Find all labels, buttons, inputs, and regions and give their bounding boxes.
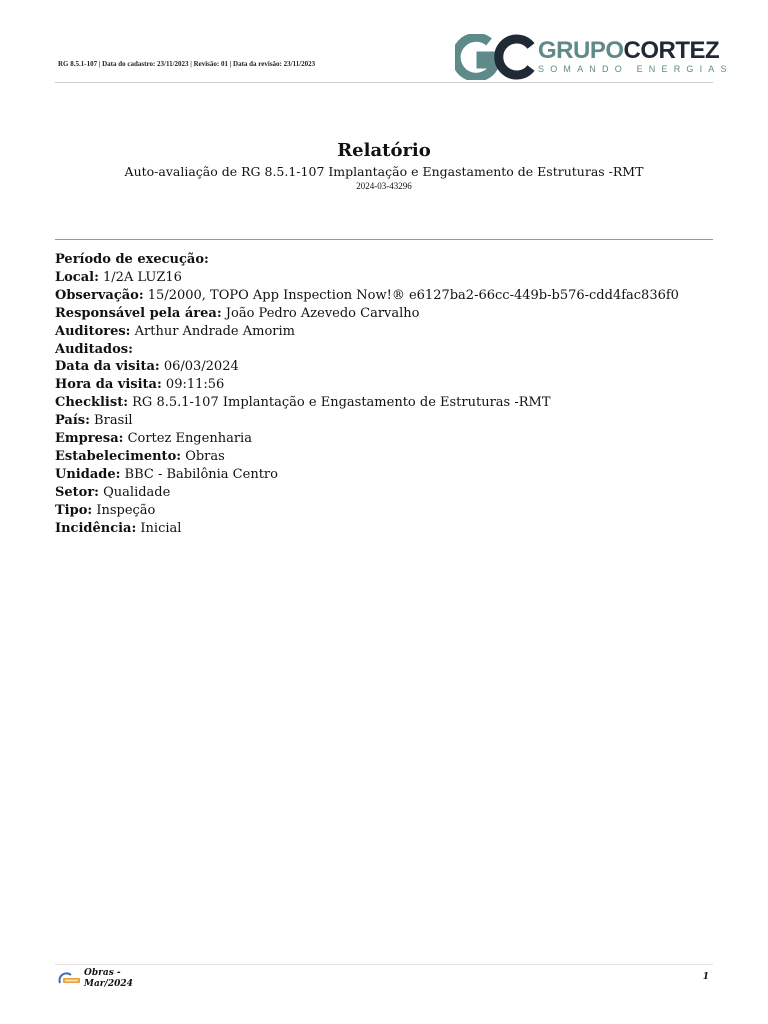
field-local: Local: 1/2A LUZ16 (55, 269, 182, 285)
field-periodo: Período de execução: (55, 252, 209, 267)
footer-label: Obras - Mar/2024 (84, 968, 133, 989)
field-auditores: Auditores: Arthur Andrade Amorim (55, 323, 295, 339)
field-empresa: Empresa: Cortez Engenharia (55, 431, 252, 447)
field-data-visita: Data da visita: 06/03/2024 (55, 359, 239, 375)
field-estabelecimento: Estabelecimento: Obras (55, 448, 225, 464)
report-subtitle: Auto-avaliação de RG 8.5.1-107 Implantação e Engastamento de Estruturas -RMT (124, 164, 644, 179)
field-unidade: Unidade: BBC - Babilônia Centro (55, 466, 278, 482)
footer-app-logo-icon (58, 972, 82, 986)
field-auditados: Auditados: (55, 341, 133, 357)
field-checklist: Checklist: RG 8.5.1-107 Implantação e Engastamento de Estruturas -RMT (55, 395, 551, 411)
gc-logo-mark (455, 34, 535, 80)
logo-tagline: SOMANDO ENERGIAS (538, 64, 733, 74)
field-hora-visita: Hora da visita: 09:11:56 (55, 377, 225, 393)
section-divider (55, 239, 713, 240)
field-pais: País: Brasil (55, 413, 133, 429)
field-setor: Setor: Qualidade (55, 484, 171, 500)
report-code: 2024-03-43296 (356, 181, 412, 191)
field-responsavel: Responsável pela área: João Pedro Azevedo Carvalho (55, 305, 420, 321)
header-divider (55, 82, 713, 83)
field-tipo: Tipo: Inspeção (55, 502, 156, 518)
logo-wordmark: GRUPOCORTEZ (538, 37, 720, 64)
field-observacao: Observação: 15/2000, TOPO App Inspection Now!® e6127ba2-66cc-449b-b576-cdd4fac836f0 (55, 287, 679, 303)
report-fields (55, 251, 715, 538)
footer-divider (55, 964, 713, 965)
report-title: Relatório (337, 140, 431, 161)
document-meta: RG 8.5.1-107 | Data do cadastro: 23/11/2023 | Revisão: 01 | Data da revisão: 23/11/2023 (58, 60, 316, 68)
field-incidencia: Incidência: Inicial (55, 520, 182, 536)
page-number: 1 (702, 972, 709, 982)
company-logo (455, 34, 733, 80)
